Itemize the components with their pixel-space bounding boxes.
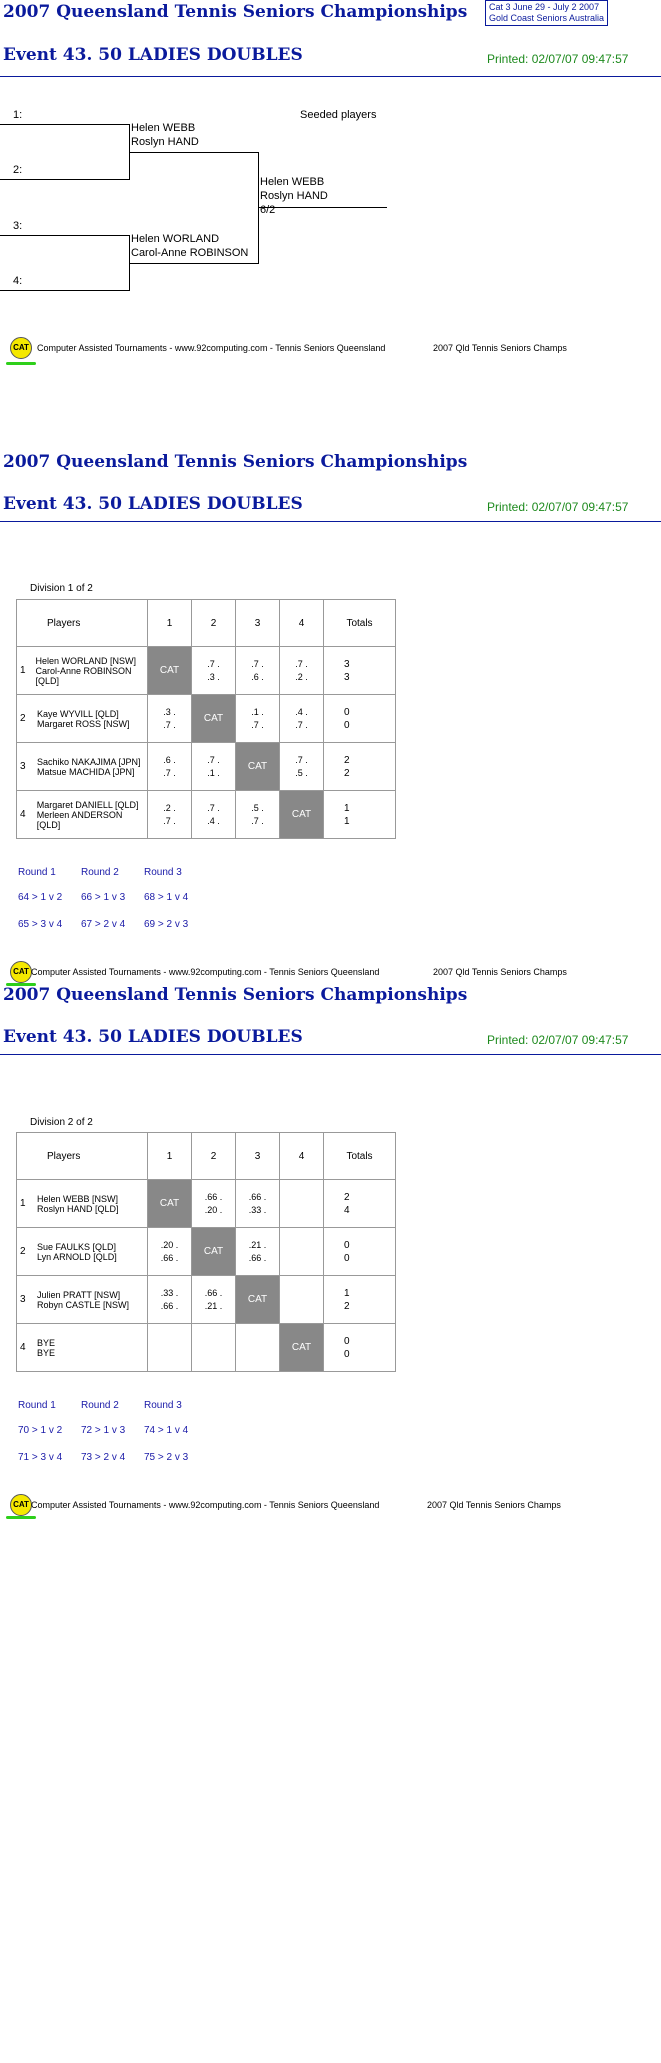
table-row <box>17 743 396 791</box>
header-divider <box>0 1054 661 1055</box>
score-cell <box>148 1276 192 1324</box>
score-cell <box>192 647 236 695</box>
table-row <box>17 1324 396 1372</box>
match-link[interactable]: 74 > 1 v 4 <box>144 1425 189 1436</box>
bracket-line <box>0 179 130 180</box>
player-name: Helen WEBB [NSW] <box>37 1193 119 1204</box>
division-1-rows <box>17 647 396 839</box>
player-name: Roslyn HAND [QLD] <box>37 1203 119 1214</box>
score-value: .20 . <box>160 1239 179 1250</box>
table-row <box>17 647 396 695</box>
total-value: 1 <box>344 802 350 814</box>
bracket-line <box>0 235 130 236</box>
player-name: BYE <box>37 1347 56 1358</box>
totals-cell <box>324 743 396 791</box>
score-value: .33 . <box>248 1204 267 1215</box>
table-row <box>17 1180 396 1228</box>
total-value: 1 <box>344 815 350 827</box>
totals-cell <box>324 1228 396 1276</box>
col-header-1: 1 <box>148 1133 192 1180</box>
footer-right: 2007 Qld Tennis Seniors Champs <box>427 1500 561 1510</box>
bracket-slot-1: 1: <box>13 109 23 121</box>
score-value: .7 . <box>163 719 176 730</box>
score-value: .1 . <box>207 767 220 778</box>
bracket-line <box>0 124 130 125</box>
total-value: 2 <box>344 754 350 766</box>
event-title: Event 43. 50 LADIES DOUBLES <box>3 494 303 514</box>
round-2-header: Round 2 <box>81 1400 119 1411</box>
score-value: .20 . <box>204 1204 223 1215</box>
tournament-title: 2007 Queensland Tennis Seniors Championships <box>3 2 468 22</box>
total-value: 1 <box>344 1287 350 1299</box>
footer-text: Computer Assisted Tournaments - www.92computing.com - Tennis Seniors Queensland <box>31 1500 380 1510</box>
bracket-slot-2: 2: <box>13 164 23 176</box>
self-match-cell: CAT <box>236 1276 280 1324</box>
match-link[interactable]: 72 > 1 v 3 <box>81 1425 126 1436</box>
score-cell <box>236 791 280 839</box>
score-value: .7 . <box>295 719 308 730</box>
match-link[interactable]: 64 > 1 v 2 <box>18 892 63 903</box>
bracket-team-2: Helen WORLAND Carol-Anne ROBINSON <box>131 233 249 259</box>
player-name: Matsue MACHIDA [JPN] <box>37 766 135 777</box>
col-header-3: 3 <box>236 1133 280 1180</box>
col-header-players: Players <box>17 1133 148 1180</box>
score-cell <box>192 1324 236 1372</box>
category-line-2: Gold Coast Seniors Australia <box>489 13 605 23</box>
row-number: 2 <box>20 1246 26 1257</box>
player-name: Kaye WYVILL [QLD] <box>37 708 119 719</box>
round-3-header: Round 3 <box>144 867 182 878</box>
event-title: Event 43. 50 LADIES DOUBLES <box>3 45 303 65</box>
row-number: 1 <box>20 665 26 676</box>
table-row <box>17 695 396 743</box>
col-header-players: Players <box>17 600 148 647</box>
score-cell <box>148 743 192 791</box>
bracket-final-team: Helen WEBB Roslyn HAND 6/2 <box>260 176 328 216</box>
match-link[interactable]: 71 > 3 v 4 <box>18 1452 63 1463</box>
footer-right: 2007 Qld Tennis Seniors Champs <box>433 967 567 977</box>
col-header-3: 3 <box>236 600 280 647</box>
score-value: .66 . <box>248 1191 267 1202</box>
score-cell <box>192 743 236 791</box>
score-cell <box>148 695 192 743</box>
players-cell <box>17 791 148 839</box>
score-cell <box>148 791 192 839</box>
totals-cell <box>324 1276 396 1324</box>
score-value: .4 . <box>295 706 308 717</box>
players-cell <box>17 695 148 743</box>
score-value: .1 . <box>251 706 264 717</box>
self-match-cell: CAT <box>280 791 324 839</box>
final-score: 6/2 <box>260 204 276 216</box>
total-value: 0 <box>344 1348 350 1360</box>
match-link[interactable]: 67 > 2 v 4 <box>81 919 126 930</box>
bracket-line <box>258 152 259 264</box>
match-link[interactable]: 73 > 2 v 4 <box>81 1452 126 1463</box>
match-link[interactable]: 70 > 1 v 2 <box>18 1425 63 1436</box>
totals-cell <box>324 1324 396 1372</box>
score-cell <box>280 743 324 791</box>
score-value: .66 . <box>204 1191 223 1202</box>
table-row <box>17 1276 396 1324</box>
score-value: .7 . <box>207 658 220 669</box>
self-match-cell: CAT <box>280 1324 324 1372</box>
division-label: Division 1 of 2 <box>30 583 93 594</box>
logo-underline <box>6 362 36 365</box>
score-value: .7 . <box>163 767 176 778</box>
category-box <box>485 0 608 26</box>
round-1-header: Round 1 <box>18 867 56 878</box>
players-cell <box>17 743 148 791</box>
player-name: Lyn ARNOLD [QLD] <box>37 1251 117 1262</box>
cat-logo-icon: CAT <box>10 1494 32 1516</box>
score-cell <box>236 1228 280 1276</box>
score-cell <box>280 647 324 695</box>
totals-cell <box>324 647 396 695</box>
col-header-4: 4 <box>280 600 324 647</box>
match-link[interactable]: 66 > 1 v 3 <box>81 892 126 903</box>
player-name: Merleen ANDERSON [QLD] <box>36 809 123 830</box>
seeded-players-label: Seeded players <box>300 109 377 121</box>
footer-text: Computer Assisted Tournaments - www.92computing.com - Tennis Seniors Queensland <box>37 343 386 353</box>
division-1-table <box>16 599 396 839</box>
table-row <box>17 1228 396 1276</box>
player-name: Sue FAULKS [QLD] <box>37 1241 117 1252</box>
total-value: 0 <box>344 719 350 731</box>
round-3-header: Round 3 <box>144 1400 182 1411</box>
self-match-cell: CAT <box>148 1180 192 1228</box>
bracket-line <box>0 290 130 291</box>
players-cell <box>17 1180 148 1228</box>
match-link[interactable]: 65 > 3 v 4 <box>18 919 63 930</box>
self-match-cell: CAT <box>192 695 236 743</box>
printed-timestamp: Printed: 02/07/07 09:47:57 <box>487 52 629 66</box>
score-value: .7 . <box>295 754 308 765</box>
score-cell <box>236 695 280 743</box>
bracket-slot-3: 3: <box>13 220 23 232</box>
score-value: .4 . <box>207 815 220 826</box>
score-value: .66 . <box>248 1252 267 1263</box>
division-2-table <box>16 1132 396 1372</box>
bracket-line <box>129 263 259 264</box>
self-match-cell: CAT <box>236 743 280 791</box>
score-value: .6 . <box>251 671 264 682</box>
player-name: Margaret DANIELL [QLD] <box>36 799 139 810</box>
bracket-team-1: Helen WEBB Roslyn HAND <box>131 122 199 148</box>
score-cell <box>280 1180 324 1228</box>
row-number: 1 <box>20 1198 26 1209</box>
player-name: Julien PRATT [NSW] <box>37 1289 121 1300</box>
score-value: .33 . <box>160 1287 179 1298</box>
score-value: .21 . <box>204 1300 223 1311</box>
col-header-4: 4 <box>280 1133 324 1180</box>
score-value: .7 . <box>251 658 264 669</box>
score-cell <box>148 1324 192 1372</box>
footer-right: 2007 Qld Tennis Seniors Champs <box>433 343 567 353</box>
table-row <box>17 791 396 839</box>
score-cell <box>280 1228 324 1276</box>
player-name: Carol-Anne ROBINSON [QLD] <box>35 665 132 686</box>
score-cell <box>280 1276 324 1324</box>
totals-cell <box>324 1180 396 1228</box>
score-value: .7 . <box>207 754 220 765</box>
player-name: Robyn CASTLE [NSW] <box>37 1299 130 1310</box>
bracket-line <box>129 152 259 153</box>
round-2-header: Round 2 <box>81 867 119 878</box>
score-cell <box>280 695 324 743</box>
score-cell <box>148 1228 192 1276</box>
row-number: 3 <box>20 761 26 772</box>
col-header-2: 2 <box>192 600 236 647</box>
total-value: 2 <box>344 1300 350 1312</box>
cat-logo-icon: CAT <box>10 961 32 983</box>
match-link[interactable]: 69 > 2 v 3 <box>144 919 189 930</box>
score-value: .7 . <box>207 802 220 813</box>
score-cell <box>192 791 236 839</box>
score-value: .66 . <box>204 1287 223 1298</box>
total-value: 2 <box>344 767 350 779</box>
row-number: 4 <box>20 1342 26 1353</box>
division-2-rows <box>17 1180 396 1372</box>
score-value: .3 . <box>163 706 176 717</box>
score-value: .7 . <box>163 815 176 826</box>
players-cell <box>17 1228 148 1276</box>
row-number: 4 <box>20 809 26 820</box>
score-value: .7 . <box>251 815 264 826</box>
score-cell <box>236 1324 280 1372</box>
printed-timestamp: Printed: 02/07/07 09:47:57 <box>487 500 629 514</box>
event-title: Event 43. 50 LADIES DOUBLES <box>3 1027 303 1047</box>
score-value: .5 . <box>251 802 264 813</box>
total-value: 0 <box>344 1335 350 1347</box>
total-value: 2 <box>344 1191 350 1203</box>
total-value: 3 <box>344 658 350 670</box>
score-cell <box>236 647 280 695</box>
score-value: .3 . <box>207 671 220 682</box>
col-header-1: 1 <box>148 600 192 647</box>
score-cell <box>192 1180 236 1228</box>
score-cell <box>236 1180 280 1228</box>
score-value: .2 . <box>295 671 308 682</box>
total-value: 0 <box>344 1239 350 1251</box>
players-cell <box>17 1276 148 1324</box>
score-value: .2 . <box>163 802 176 813</box>
match-link[interactable]: 68 > 1 v 4 <box>144 892 189 903</box>
score-value: .6 . <box>163 754 176 765</box>
player-name: Sachiko NAKAJIMA [JPN] <box>37 756 141 767</box>
score-value: .21 . <box>248 1239 267 1250</box>
players-cell <box>17 1324 148 1372</box>
printed-timestamp: Printed: 02/07/07 09:47:57 <box>487 1033 629 1047</box>
score-value: .7 . <box>251 719 264 730</box>
total-value: 0 <box>344 1252 350 1264</box>
row-number: 3 <box>20 1294 26 1305</box>
total-value: 4 <box>344 1204 350 1216</box>
self-match-cell: CAT <box>148 647 192 695</box>
score-value: .66 . <box>160 1300 179 1311</box>
bracket-slot-4: 4: <box>13 275 23 287</box>
col-header-totals: Totals <box>324 1133 396 1180</box>
total-value: 3 <box>344 671 350 683</box>
player-name: Margaret ROSS [NSW] <box>37 718 130 729</box>
row-number: 2 <box>20 713 26 724</box>
cat-logo-icon: CAT <box>10 337 32 359</box>
logo-underline <box>6 1516 36 1519</box>
match-link[interactable]: 75 > 2 v 3 <box>144 1452 189 1463</box>
players-cell <box>17 647 148 695</box>
tournament-title: 2007 Queensland Tennis Seniors Championships <box>3 452 468 472</box>
category-line-1: Cat 3 June 29 - July 2 2007 <box>489 2 600 12</box>
header-divider <box>0 76 661 77</box>
score-cell <box>192 1276 236 1324</box>
self-match-cell: CAT <box>192 1228 236 1276</box>
footer-text: Computer Assisted Tournaments - www.92computing.com - Tennis Seniors Queensland <box>31 967 380 977</box>
score-value: .7 . <box>295 658 308 669</box>
player-name: BYE <box>37 1337 56 1348</box>
totals-cell <box>324 791 396 839</box>
col-header-2: 2 <box>192 1133 236 1180</box>
player-name: Helen WORLAND [NSW] <box>35 655 137 666</box>
division-label: Division 2 of 2 <box>30 1117 93 1128</box>
score-value: .5 . <box>295 767 308 778</box>
header-divider <box>0 521 661 522</box>
tournament-title: 2007 Queensland Tennis Seniors Championships <box>3 985 468 1005</box>
col-header-totals: Totals <box>324 600 396 647</box>
score-value: .66 . <box>160 1252 179 1263</box>
totals-cell <box>324 695 396 743</box>
total-value: 0 <box>344 706 350 718</box>
round-1-header: Round 1 <box>18 1400 56 1411</box>
